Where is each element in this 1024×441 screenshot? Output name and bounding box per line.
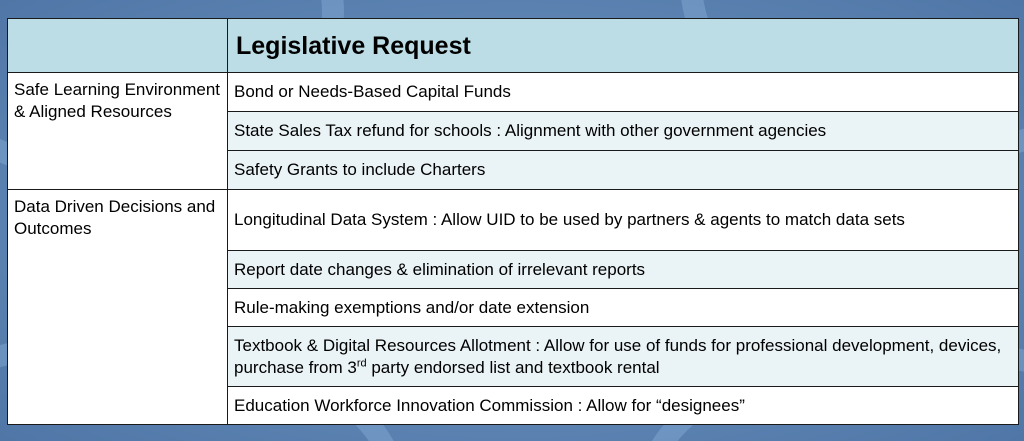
category-cell: Safe Learning Environment & Aligned Resources (8, 73, 228, 190)
table-row: Longitudinal Data System : Allow UID to be used by partners & agents to match data sets (228, 190, 1019, 251)
table-row: Rule-making exemptions and/or date extension (228, 289, 1019, 327)
ordinal-suffix: rd (356, 356, 367, 369)
table-row: Bond or Needs-Based Capital Funds (228, 73, 1019, 112)
table-row: Report date changes & elimination of irrelevant reports (228, 251, 1019, 289)
table-row: Textbook & Digital Resources Allotment : Allow for use of funds for professional development, devices, purchase from 3rd party endorsed list and textbook rental (228, 327, 1019, 387)
header-corner-cell (8, 19, 228, 73)
category-cell: Data Driven Decisions and Outcomes (8, 190, 228, 425)
legislative-request-table (7, 18, 1018, 424)
table-row: Education Workforce Innovation Commission : Allow for “designees” (228, 387, 1019, 425)
table-row: State Sales Tax refund for schools : Alignment with other government agencies (228, 112, 1019, 151)
table-header: Legislative Request (228, 19, 1019, 73)
table-row: Safety Grants to include Charters (228, 151, 1019, 190)
